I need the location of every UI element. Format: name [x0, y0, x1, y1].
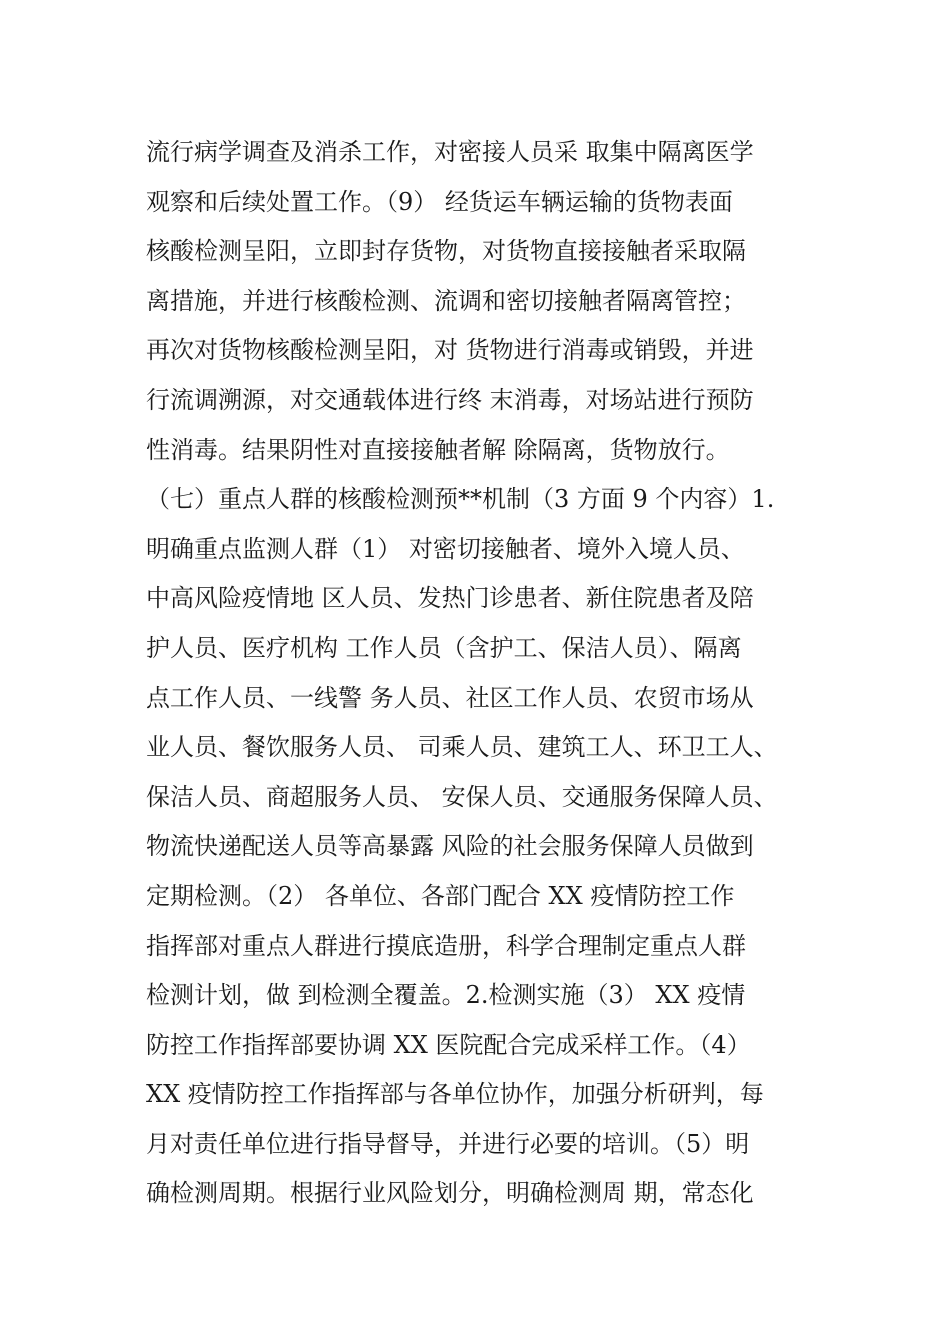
text-line: 离措施，并进行核酸检测、流调和密切接触者隔离管控；	[146, 286, 746, 315]
text-line: 月对责任单位进行指导督导，并进行必要的培训。（5）明	[146, 1129, 750, 1158]
text-line: XX 疫情防控工作指挥部与各单位协作，加强分析研判，每	[146, 1080, 764, 1109]
text-line: 流行病学调查及消杀工作，对密接人员采 取集中隔离医学	[146, 138, 754, 166]
text-line: 保洁人员、商超服务人员、 安保人员、交通服务保障人员、	[146, 782, 778, 811]
text-line: 明确重点监测人群（1） 对密切接触者、境外入境人员、	[146, 534, 745, 563]
text-line: 再次对货物核酸检测呈阳，对 货物进行消毒或销毁，并进	[146, 336, 754, 365]
text-line: 确检测周期。根据行业风险划分，明确检测周 期，常态化	[146, 1179, 754, 1208]
text-line: 业人员、餐饮服务人员、 司乘人员、建筑工人、环卫工人、	[146, 733, 778, 762]
text-line: 性消毒。结果阴性对直接接触者解 除隔离，货物放行。	[146, 435, 730, 464]
body-text	[146, 128, 846, 1219]
text-line: 物流快递配送人员等高暴露 风险的社会服务保障人员做到	[146, 832, 754, 861]
text-line: 中高风险疫情地 区人员、发热门诊患者、新住院患者及陪	[146, 584, 754, 613]
text-line: 指挥部对重点人群进行摸底造册，科学合理制定重点人群	[146, 931, 746, 960]
text-line: 观察和后续处置工作。（9） 经货运车辆运输的货物表面	[146, 187, 733, 216]
text-line: 核酸检测呈阳，立即封存货物，对货物直接接触者采取隔	[146, 237, 746, 266]
text-line: 护人员、医疗机构 工作人员（含护工、保洁人员）、隔离	[146, 633, 742, 662]
text-line: 定期检测。（2） 各单位、各部门配合 XX 疫情防控工作	[146, 881, 735, 910]
section-heading-line: （七）重点人群的核酸检测预**机制（3 方面 9 个内容）1.	[146, 485, 775, 514]
text-line: 防控工作指挥部要协调 XX 医院配合完成采样工作。（4）	[146, 1030, 751, 1059]
text-line: 检测计划，做 到检测全覆盖。2.检测实施（3） XX 疫情	[146, 981, 746, 1010]
text-line: 点工作人员、一线警 务人员、社区工作人员、农贸市场从	[146, 683, 754, 712]
text-line: 行流调溯源，对交通载体进行终 末消毒，对场站进行预防	[146, 385, 754, 414]
